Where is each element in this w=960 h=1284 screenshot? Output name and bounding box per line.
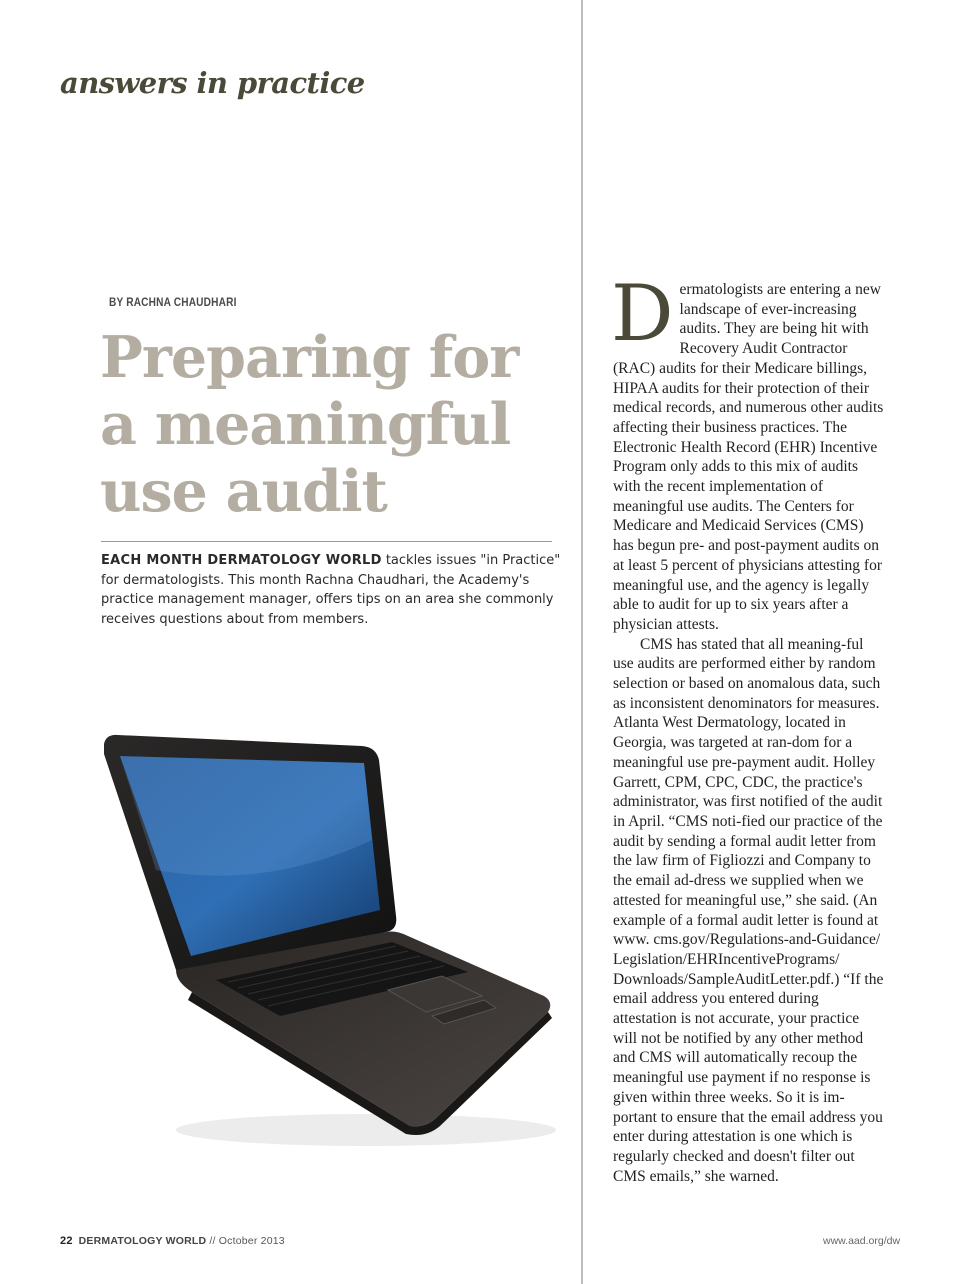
footer-url[interactable]: www.aad.org/dw — [823, 1235, 901, 1247]
footer-left — [60, 1235, 285, 1247]
body-paragraph-2: CMS has stated that all meaning-ful use audits are performed either by random selection or based on anomalous data, such as inconsistent denominators for measures. Atlanta West Dermatology, located in Georgia, was targeted at ran-dom for a meaningful use pre-payment audit. Holley Garrett, CPM, CPC, CDC, the practice's administrator, was first notified of the audit in April. “CMS noti-fied our practice of the audit by sending a formal audit letter from the law firm of Figliozzi and Company to the email ad-dress we supplied when we attested for meaningful use,” she said. (An example of a formal audit letter is found at www. cms.gov/Regulations-and-Guidance/ Legislation/EHRIncentivePrograms/ Downloads/SampleAuditLetter.pdf.) “If the email address you entered during attestation is not accurate, your practice will not be notified by any other method and CMS will automatically recoup the meaningful use payment if no response is given within three weeks. So it is im-portant to ensure that the email address you enter during attestation is one which is regularly checked and doesn't filter out CMS emails,” she warned. — [613, 635, 884, 1185]
body-paragraph-1 — [611, 269, 885, 635]
byline: BY RACHNA CHAUDHARI — [109, 297, 237, 309]
laptop-illustration — [96, 720, 556, 1160]
intro-kicker: EACH MONTH DERMATOLOGY WORLD — [101, 553, 382, 568]
body-paragraph-1-text: ermatologists are entering a new landscape of ever-increasing audits. They are being hit with Recovery Audit Contractor (RAC) audits for their Medicare billings, HIPAA audits for their protection of their medical records, and numerous other audits affecting their business practices. The Electronic Health Record (EHR) Incentive Program only adds to this mix of audits with the recent implementation of meaningful use audits. The Centers for Medicare and Medicaid Services (CMS) has begun pre- and post-payment audits on at least 5 percent of physicians attesting for meaningful use, and the agency is legally able to audit for up to six years after a physician attests. — [613, 281, 884, 633]
issue-date: October 2013 — [218, 1235, 285, 1247]
headline-line-3: use audit — [100, 458, 387, 525]
laptop-shadow — [176, 1114, 556, 1146]
headline-line-1: Preparing for — [100, 324, 519, 391]
column-divider — [581, 0, 583, 1284]
magazine-name: DERMATOLOGY WORLD — [78, 1235, 207, 1247]
section-title: answers in practice — [60, 66, 365, 100]
intro-deck — [101, 551, 561, 629]
drop-cap: D — [611, 269, 674, 359]
footer-separator: // — [206, 1235, 219, 1247]
article-body — [611, 269, 885, 1186]
headline-rule — [101, 541, 552, 542]
headline — [100, 324, 570, 525]
intro-text: tackles issues "in Practice" for dermatologists. This month Rachna Chaudhari, the Academy's practice management manager, offers tips on an area she commonly receives questions about from members. — [101, 553, 561, 627]
headline-line-2: a meaningful — [100, 391, 511, 458]
page-number: 22 — [60, 1235, 73, 1247]
